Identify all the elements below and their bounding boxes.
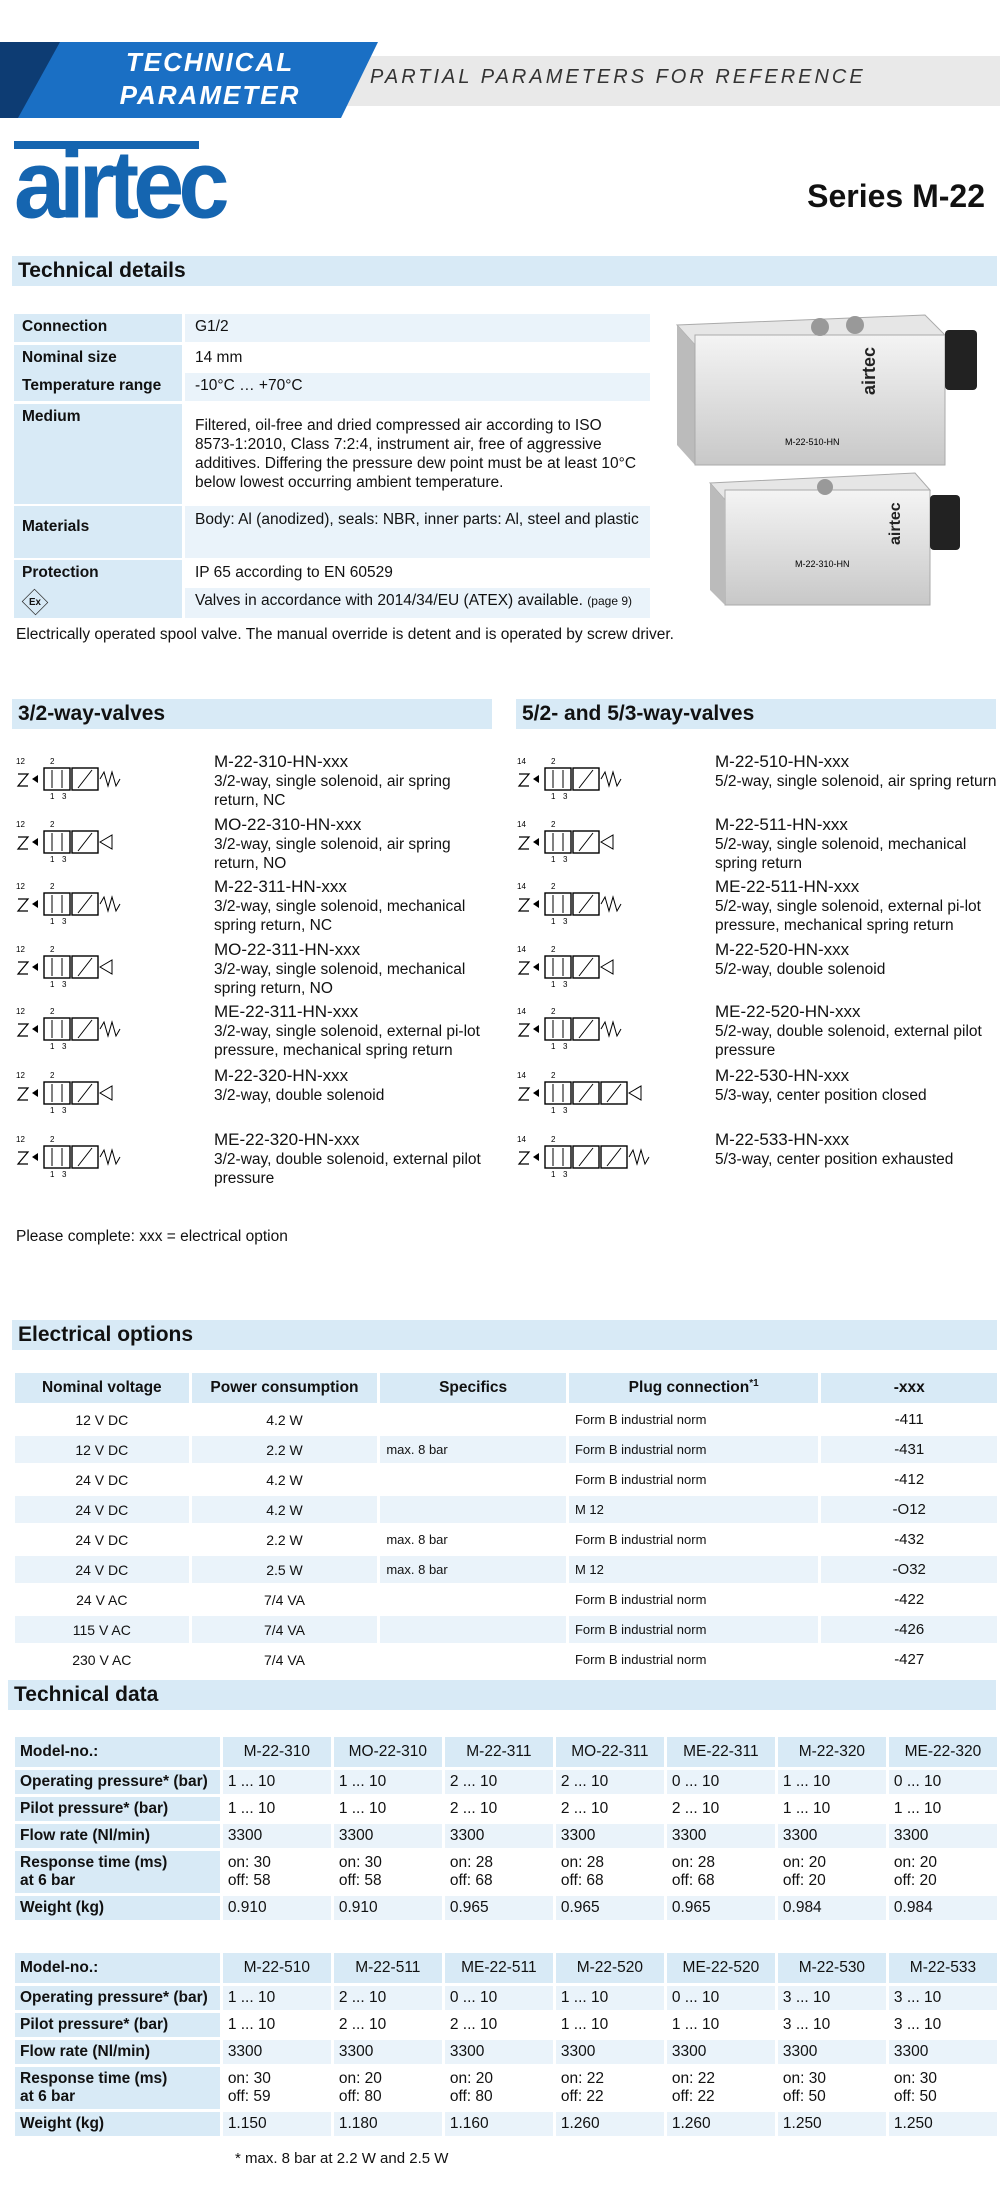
- detail-row: Medium Filtered, oil-free and dried compressed air according to ISO 8573-1:2010, Class 7:2:4, instrument air, free of aggressive additives. Differing the pressure dew point must be at least 10°C below lowest occurring ambient temperature.: [14, 404, 650, 504]
- table-cell: 1 ... 10: [227, 1800, 276, 1817]
- row-label: Flow rate (Nl/min): [15, 1824, 220, 1848]
- valve-name: M-22-533-HN-xxx: [715, 1130, 850, 1149]
- table-cell: 1 ... 10: [223, 1986, 331, 2010]
- svg-text:1: 1: [50, 1170, 55, 1179]
- table-cell: 0 ... 10: [667, 1770, 775, 1794]
- svg-text:2: 2: [551, 882, 556, 891]
- valve-name: MO-22-310-HN-xxx: [214, 815, 362, 834]
- valve-description: 5/3-way, center position closed: [715, 1087, 927, 1104]
- table-cell: 1.160: [445, 2112, 553, 2136]
- table-cell: max. 8 bar: [386, 1532, 448, 1547]
- table-row: [15, 1646, 997, 1673]
- table-cell: 3 ... 10: [778, 1986, 886, 2010]
- row-label: Response time (ms) at 6 bar: [15, 1851, 220, 1893]
- technical-data-heading: Technical data: [8, 1680, 996, 1710]
- table-cell: on: 20 off: 80: [449, 2070, 493, 2105]
- table-row: [15, 1737, 997, 1767]
- table-cell: 0.984: [889, 1896, 997, 1920]
- table-cell: 1.250: [889, 2112, 997, 2136]
- model-header: M-22-510: [223, 1953, 331, 1983]
- table-cell: 1 ... 10: [227, 2016, 276, 2033]
- table-cell: -422: [894, 1591, 925, 1608]
- valve-symbol-icon: [515, 1004, 645, 1055]
- svg-text:3: 3: [62, 1106, 67, 1115]
- table-row: [15, 1896, 997, 1920]
- detail-row: Connection G1/2: [14, 314, 650, 342]
- table-cell: 0.965: [667, 1896, 775, 1920]
- table-cell: Form B industrial norm: [569, 1436, 818, 1463]
- table-cell: 1 ... 10: [556, 1986, 664, 2010]
- product-photo: [665, 305, 1000, 615]
- svg-text:12: 12: [16, 1135, 25, 1144]
- table-cell: on: 30 off: 50: [893, 2070, 938, 2105]
- valve-description: 5/2-way, double solenoid, external pilot pressure: [715, 1023, 982, 1059]
- table-cell: 3300: [556, 1824, 664, 1848]
- svg-text:airtec: airtec: [859, 346, 879, 395]
- table-cell: on: 20 off: 80: [338, 2070, 382, 2105]
- valve-name: M-22-511-HN-xxx: [715, 815, 848, 834]
- table-cell: 1 ... 10: [778, 1770, 886, 1794]
- svg-text:2: 2: [50, 820, 55, 829]
- table-cell: 24 V DC: [75, 1531, 129, 1548]
- valves-5-2-heading: 5/2- and 5/3-way-valves: [516, 699, 996, 729]
- svg-text:airtec: airtec: [887, 502, 904, 545]
- svg-text:14: 14: [517, 945, 526, 954]
- valve-description: 5/3-way, center position exhausted: [715, 1151, 954, 1168]
- table-cell: 115 V AC: [15, 1616, 189, 1643]
- table-cell: 3300: [889, 1824, 997, 1848]
- description: Electrically operated spool valve. The manual override is detent and is operated by screw driver.: [16, 626, 674, 643]
- svg-text:1: 1: [50, 980, 55, 989]
- svg-text:3: 3: [62, 917, 67, 926]
- table-cell: on: 30 off: 59: [227, 2070, 271, 2105]
- model-header: ME-22-511: [445, 1953, 553, 1983]
- table-cell: -432: [894, 1531, 925, 1548]
- svg-text:M-22-310-HN: M-22-310-HN: [795, 559, 850, 569]
- table-cell: on: 20 off: 20: [893, 1854, 938, 1889]
- table-cell: -426: [821, 1616, 997, 1643]
- table-cell: on: 20 off: 20: [782, 1854, 826, 1889]
- col-header: Nominal voltage: [15, 1373, 189, 1403]
- svg-text:3: 3: [62, 1170, 67, 1179]
- table-cell: 3300: [556, 2040, 664, 2064]
- table-cell: [380, 1646, 566, 1673]
- table-row: [15, 1556, 997, 1583]
- svg-text:2: 2: [551, 1007, 556, 1016]
- table-cell: 1 ... 10: [893, 1800, 942, 1817]
- table-cell: 2.2 W: [192, 1436, 378, 1463]
- table-cell: 7/4 VA: [192, 1616, 378, 1643]
- valve-description: 5/2-way, single solenoid, mechanical spring return: [715, 836, 967, 872]
- valve-name: ME-22-520-HN-xxx: [715, 1002, 861, 1021]
- svg-text:3: 3: [563, 1042, 568, 1051]
- table-cell: Form B industrial norm: [569, 1616, 818, 1643]
- detail-row: Nominal size 14 mm: [14, 345, 650, 373]
- table-cell: 0.910: [223, 1896, 331, 1920]
- svg-text:1: 1: [551, 855, 556, 864]
- table-cell: 4.2 W: [192, 1496, 378, 1523]
- table-cell: -431: [821, 1436, 997, 1463]
- valve-symbol-icon: [515, 942, 645, 993]
- table-row: [15, 1851, 997, 1893]
- valve-description: 3/2-way, single solenoid, air spring return, NC: [214, 773, 451, 809]
- technical-data-table-2: [12, 1950, 1000, 2139]
- table-cell: 12 V DC: [75, 1411, 129, 1428]
- technical-data-footnote: * max. 8 bar at 2.2 W and 2.5 W: [235, 2150, 449, 2167]
- model-header: M-22-533: [889, 1953, 997, 1983]
- table-row: [15, 1797, 997, 1821]
- detail-row: Temperature range -10°C … +70°C: [14, 373, 650, 401]
- table-cell: Form B industrial norm: [574, 1592, 707, 1607]
- valve-symbol-icon: [14, 1132, 124, 1183]
- valve-symbol-icon: [14, 754, 124, 805]
- table-cell: -411: [894, 1411, 924, 1428]
- table-cell: 3 ... 10: [893, 2016, 942, 2033]
- svg-text:12: 12: [16, 882, 25, 891]
- svg-text:1: 1: [551, 980, 556, 989]
- valve-symbol-icon: [14, 942, 124, 993]
- valve-description: 5/2-way, single solenoid, air spring return: [715, 773, 997, 790]
- model-header: ME-22-311: [667, 1737, 775, 1767]
- svg-text:1: 1: [551, 1042, 556, 1051]
- valve-description: 5/2-way, double solenoid: [715, 961, 886, 978]
- svg-text:1: 1: [551, 1170, 556, 1179]
- svg-text:2: 2: [551, 945, 556, 954]
- table-cell: 2 ... 10: [445, 1770, 553, 1794]
- col-header: Specifics: [380, 1373, 566, 1403]
- valve-name: MO-22-311-HN-xxx: [214, 940, 361, 959]
- svg-text:1: 1: [551, 917, 556, 926]
- table-cell: 2.2 W: [266, 1531, 303, 1548]
- svg-text:14: 14: [517, 757, 526, 766]
- table-cell: 1 ... 10: [338, 1800, 387, 1817]
- table-cell: [380, 1616, 566, 1643]
- table-cell: 1 ... 10: [782, 1800, 831, 1817]
- table-cell: 0.910: [334, 1896, 442, 1920]
- row-label: Pilot pressure* (bar): [15, 2013, 220, 2037]
- table-cell: M 12: [569, 1496, 818, 1523]
- svg-text:12: 12: [16, 820, 25, 829]
- svg-text:2: 2: [551, 757, 556, 766]
- valve-description: 3/2-way, single solenoid, mechanical spring return, NO: [214, 961, 466, 997]
- table-cell: 1.150: [223, 2112, 331, 2136]
- row-label: Model-no.:: [15, 1953, 220, 1983]
- svg-text:3: 3: [563, 1106, 568, 1115]
- col-header: Plug connection$^{*1}$: [569, 1373, 818, 1403]
- table-cell: [380, 1496, 566, 1523]
- table-cell: 0 ... 10: [445, 1986, 553, 2010]
- model-header: MO-22-310: [334, 1737, 442, 1767]
- svg-text:1: 1: [551, 792, 556, 801]
- svg-text:14: 14: [517, 1007, 526, 1016]
- table-row: [15, 2112, 997, 2136]
- table-cell: 3300: [445, 2040, 553, 2064]
- table-cell: [380, 1406, 566, 1433]
- valve-symbol-icon: [515, 754, 645, 805]
- airtec-logo: airtec: [14, 131, 224, 239]
- row-label: Operating pressure* (bar): [15, 1770, 220, 1794]
- table-cell: 24 V DC: [15, 1556, 189, 1583]
- table-cell: 3300: [667, 2040, 775, 2064]
- table-cell: on: 28 off: 68: [449, 1854, 493, 1889]
- table-cell: max. 8 bar: [380, 1556, 566, 1583]
- table-cell: on: 28 off: 68: [671, 1854, 715, 1889]
- table-cell: Form B industrial norm: [574, 1412, 707, 1427]
- svg-text:2: 2: [50, 1071, 55, 1080]
- table-cell: 1 ... 10: [560, 2016, 609, 2033]
- table-cell: 24 V AC: [76, 1591, 128, 1608]
- valve-name: M-22-520-HN-xxx: [715, 940, 850, 959]
- table-row: [15, 1466, 997, 1493]
- table-cell: 3300: [889, 2040, 997, 2064]
- row-label: Operating pressure* (bar): [15, 1986, 220, 2010]
- model-header: ME-22-320: [889, 1737, 997, 1767]
- valve-name: ME-22-320-HN-xxx: [214, 1130, 360, 1149]
- table-cell: 24 V DC: [75, 1471, 129, 1488]
- svg-text:14: 14: [517, 1071, 526, 1080]
- table-cell: M 12: [569, 1556, 818, 1583]
- table-cell: 1 ... 10: [334, 1770, 442, 1794]
- model-header: ME-22-520: [667, 1953, 775, 1983]
- svg-text:3: 3: [563, 1170, 568, 1179]
- svg-text:1: 1: [50, 1042, 55, 1051]
- table-cell: 1.250: [778, 2112, 886, 2136]
- svg-text:2: 2: [50, 1007, 55, 1016]
- valve-name: M-22-311-HN-xxx: [214, 877, 347, 896]
- table-cell: Form B industrial norm: [574, 1472, 707, 1487]
- table-cell: 3 ... 10: [889, 1986, 997, 2010]
- table-cell: -O32: [821, 1556, 997, 1583]
- model-header: M-22-310: [223, 1737, 331, 1767]
- model-header: M-22-520: [556, 1953, 664, 1983]
- table-cell: -O12: [821, 1496, 997, 1523]
- svg-text:2: 2: [551, 1135, 556, 1144]
- svg-text:1: 1: [50, 792, 55, 801]
- svg-text:3: 3: [62, 980, 67, 989]
- table-cell: 0 ... 10: [889, 1770, 997, 1794]
- row-label: Weight (kg): [15, 1896, 220, 1920]
- svg-text:3: 3: [563, 855, 568, 864]
- row-label: Flow rate (Nl/min): [15, 2040, 220, 2064]
- valve-description: 3/2-way, single solenoid, mechanical spring return, NC: [214, 898, 466, 934]
- table-cell: 4.2 W: [266, 1471, 303, 1488]
- valve-symbol-icon: [14, 1004, 124, 1055]
- table-cell: max. 8 bar: [380, 1436, 566, 1463]
- model-header: M-22-320: [778, 1737, 886, 1767]
- table-cell: 1.260: [556, 2112, 664, 2136]
- table-row: [15, 1496, 997, 1523]
- valve-name: M-22-310-HN-xxx: [214, 752, 349, 771]
- col-header: Power consumption: [192, 1373, 378, 1403]
- table-cell: on: 30 off: 58: [338, 1854, 382, 1889]
- valve-description: 3/2-way, double solenoid: [214, 1087, 385, 1104]
- banner-subtitle: PARTIAL PARAMETERS FOR REFERENCE: [370, 66, 866, 88]
- table-cell: 3300: [778, 2040, 886, 2064]
- svg-text:2: 2: [50, 882, 55, 891]
- table-row: [15, 2013, 997, 2037]
- table-cell: 3300: [223, 1824, 331, 1848]
- valve-symbol-icon: [515, 1068, 660, 1119]
- table-row: [15, 1616, 997, 1643]
- electrical-options-table: [12, 1370, 1000, 1676]
- svg-text:2: 2: [50, 757, 55, 766]
- table-cell: 3300: [778, 1824, 886, 1848]
- svg-text:12: 12: [16, 1007, 25, 1016]
- table-cell: on: 22 off: 22: [560, 2070, 604, 2105]
- banner-title: TECHNICAL PARAMETER: [119, 47, 301, 110]
- svg-text:1: 1: [551, 1106, 556, 1115]
- table-cell: 24 V DC: [15, 1496, 189, 1523]
- table-cell: on: 30 off: 50: [782, 2070, 826, 2105]
- table-cell: 0.965: [556, 1896, 664, 1920]
- svg-text:1: 1: [50, 855, 55, 864]
- model-header: M-22-511: [334, 1953, 442, 1983]
- table-cell: 1.260: [667, 2112, 775, 2136]
- table-cell: 1.180: [334, 2112, 442, 2136]
- svg-text:3: 3: [563, 980, 568, 989]
- valve-name: M-22-530-HN-xxx: [715, 1066, 850, 1085]
- row-label: Model-no.:: [15, 1737, 220, 1767]
- svg-text:1: 1: [50, 1106, 55, 1115]
- table-cell: on: 30 off: 58: [227, 1854, 271, 1889]
- svg-text:3: 3: [563, 792, 568, 801]
- valve-name: M-22-320-HN-xxx: [214, 1066, 349, 1085]
- series-title: Series M-22: [807, 178, 985, 214]
- table-cell: 2 ... 10: [449, 1800, 498, 1817]
- complete-note: Please complete: xxx = electrical option: [16, 1228, 288, 1245]
- table-cell: 7/4 VA: [263, 1651, 305, 1668]
- table-cell: 230 V AC: [72, 1651, 132, 1668]
- table-cell: 0 ... 10: [667, 1986, 775, 2010]
- valve-description: 5/2-way, single solenoid, external pi-lot pressure, mechanical spring return: [715, 898, 981, 934]
- table-cell: Form B industrial norm: [574, 1652, 707, 1667]
- detail-row: Ex Valves in accordance with 2014/34/EU (ATEX) available. (page 9): [14, 588, 650, 618]
- valve-symbol-icon: [14, 879, 124, 930]
- svg-text:2: 2: [50, 1135, 55, 1144]
- model-header: M-22-530: [778, 1953, 886, 1983]
- valve-symbol-icon: [515, 879, 645, 930]
- table-cell: on: 22 off: 22: [671, 2070, 715, 2105]
- table-row: [15, 1436, 997, 1463]
- table-row: [15, 1953, 997, 1983]
- table-cell: 2 ... 10: [449, 2016, 498, 2033]
- svg-text:12: 12: [16, 757, 25, 766]
- technical-data-table-1: [12, 1734, 1000, 1923]
- table-row: [15, 1770, 997, 1794]
- table-row: [15, 1986, 997, 2010]
- valves-3-2-heading: 3/2-way-valves: [12, 699, 492, 729]
- svg-text:2: 2: [50, 945, 55, 954]
- table-cell: 0.965: [445, 1896, 553, 1920]
- svg-text:3: 3: [563, 917, 568, 926]
- valve-description: 3/2-way, single solenoid, air spring return, NO: [214, 836, 451, 872]
- detail-row: Materials Body: Al (anodized), seals: NBR, inner parts: Al, steel and plastic: [14, 506, 650, 558]
- table-cell: 3300: [334, 1824, 442, 1848]
- row-label: Response time (ms) at 6 bar: [15, 2067, 220, 2109]
- table-cell: 2 ... 10: [338, 2016, 387, 2033]
- table-cell: 3300: [667, 1824, 775, 1848]
- svg-text:3: 3: [62, 855, 67, 864]
- valve-symbol-icon: [14, 1068, 124, 1119]
- table-cell: [380, 1466, 566, 1493]
- valve-symbol-icon: [14, 817, 124, 868]
- table-cell: 3 ... 10: [782, 2016, 831, 2033]
- table-cell: 1 ... 10: [671, 2016, 720, 2033]
- table-cell: 3300: [445, 1824, 553, 1848]
- atex-icon: Ex: [22, 589, 49, 616]
- table-cell: 7/4 VA: [263, 1591, 305, 1608]
- table-cell: 2 ... 10: [556, 1770, 664, 1794]
- table-cell: 4.2 W: [266, 1411, 303, 1428]
- table-cell: 1 ... 10: [223, 1770, 331, 1794]
- valve-symbol-icon: [515, 817, 645, 868]
- table-row: [15, 1526, 997, 1553]
- valve-symbol-icon: [515, 1132, 660, 1183]
- model-header: M-22-311: [445, 1737, 553, 1767]
- valve-name: M-22-510-HN-xxx: [715, 752, 850, 771]
- model-header: MO-22-311: [556, 1737, 664, 1767]
- table-cell: on: 28 off: 68: [560, 1854, 604, 1889]
- valve-description: 3/2-way, double solenoid, external pilot pressure: [214, 1151, 481, 1187]
- table-cell: 3300: [223, 2040, 331, 2064]
- row-label: Pilot pressure* (bar): [15, 1797, 220, 1821]
- table-cell: 2.5 W: [192, 1556, 378, 1583]
- table-cell: -427: [894, 1651, 925, 1668]
- svg-text:14: 14: [517, 1135, 526, 1144]
- technical-details-heading: Technical details: [12, 256, 997, 286]
- row-label: Weight (kg): [15, 2112, 220, 2136]
- table-row: [15, 1406, 997, 1433]
- table-cell: [380, 1586, 566, 1613]
- table-cell: 2 ... 10: [671, 1800, 720, 1817]
- valve-name: ME-22-511-HN-xxx: [715, 877, 860, 896]
- svg-text:3: 3: [62, 792, 67, 801]
- table-cell: Form B industrial norm: [574, 1532, 707, 1547]
- table-cell: 2 ... 10: [560, 1800, 609, 1817]
- table-row: [15, 2067, 997, 2109]
- table-cell: 2 ... 10: [334, 1986, 442, 2010]
- table-cell: 3300: [334, 2040, 442, 2064]
- svg-text:14: 14: [517, 820, 526, 829]
- table-row: [15, 1824, 997, 1848]
- svg-text:1: 1: [50, 917, 55, 926]
- svg-text:M-22-510-HN: M-22-510-HN: [785, 437, 840, 447]
- table-cell: 12 V DC: [15, 1436, 189, 1463]
- table-cell: -412: [894, 1471, 925, 1488]
- valve-name: ME-22-311-HN-xxx: [214, 1002, 359, 1021]
- svg-text:12: 12: [16, 945, 25, 954]
- detail-row: Protection IP 65 according to EN 60529: [14, 560, 650, 588]
- table-row: [15, 1586, 997, 1613]
- table-row: [15, 2040, 997, 2064]
- svg-text:14: 14: [517, 882, 526, 891]
- valve-description: 3/2-way, single solenoid, external pi-lot pressure, mechanical spring return: [214, 1023, 480, 1059]
- svg-text:3: 3: [62, 1042, 67, 1051]
- electrical-options-heading: Electrical options: [12, 1320, 997, 1350]
- svg-text:2: 2: [551, 820, 556, 829]
- table-cell: 0.984: [778, 1896, 886, 1920]
- svg-text:12: 12: [16, 1071, 25, 1080]
- svg-text:2: 2: [551, 1071, 556, 1080]
- col-header: -xxx: [821, 1373, 997, 1403]
